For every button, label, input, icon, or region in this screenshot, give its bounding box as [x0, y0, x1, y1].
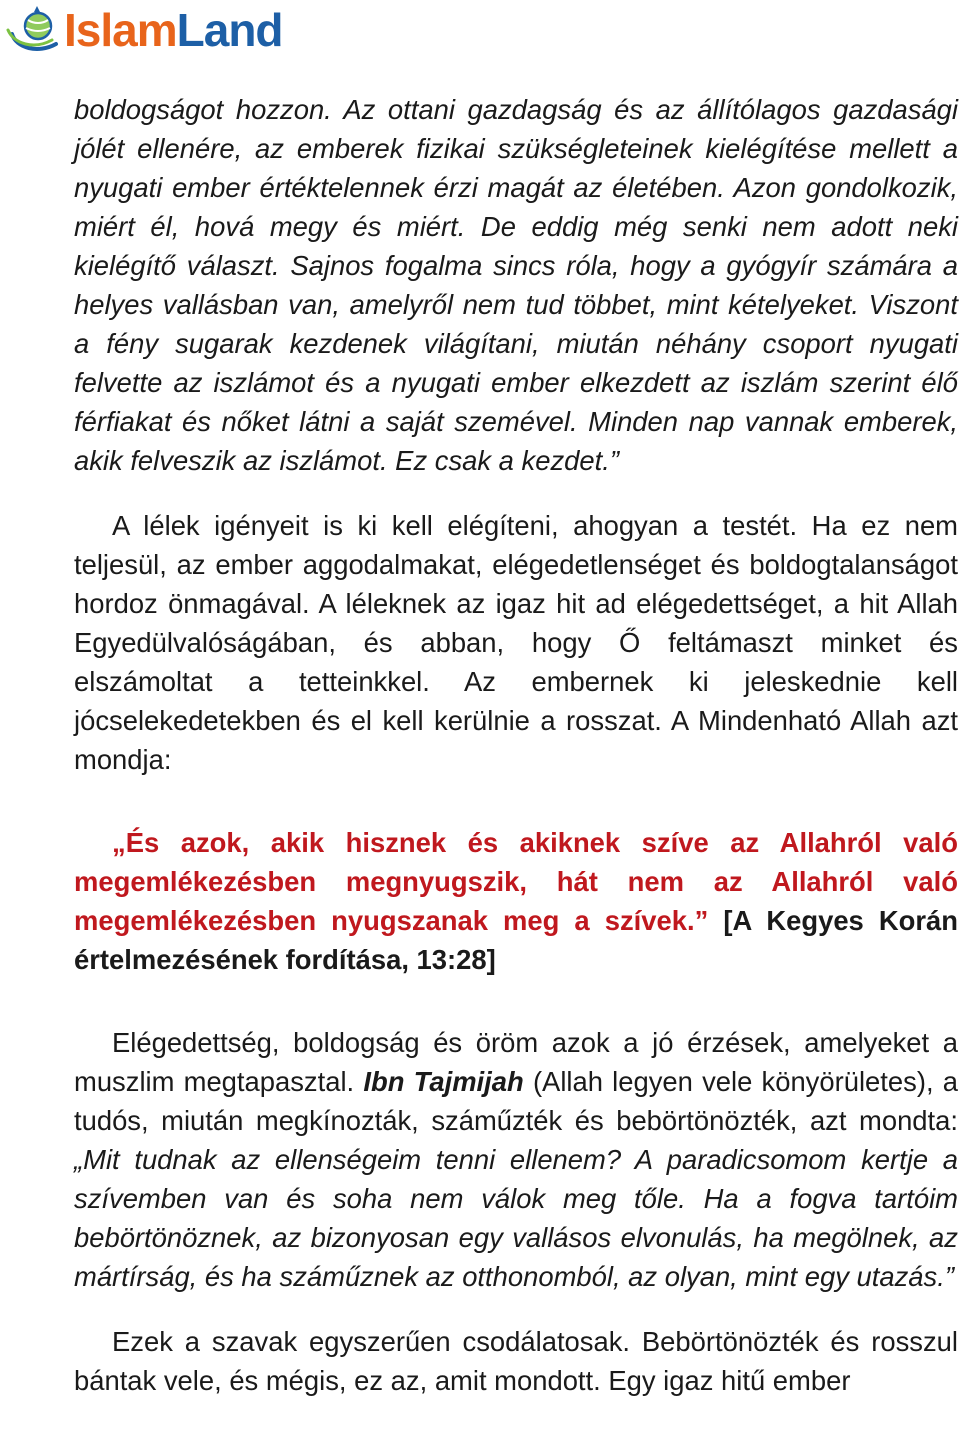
paragraph-continuation: boldogságot hozzon. Az ottani gazdagság és az állítólagos gazdasági jólét ellenére, az emberek fizikai szükségleteinek kielégítése mellett a nyugati ember értéktelennek érzi magát az életében. Azon gondolkozik, miért él, hová megy és miért. De eddig még senki nem adott neki kielégítő választ. Sajnos fogalma sincs róla, hogy a gyógyír számára a helyes vallásban van, amelyről nem tud többet, mint kételyeket. Viszont a fény sugarak kezdenek világítani, miután néhány csoport nyugati felvette az iszlámot és a nyugati ember elkezdett az iszlám szerint élő férfiakat és nőket látni a saját szemével. Minden nap vannak emberek, akik felveszik az iszlámot. Ez csak a kezdet.”: [74, 94, 958, 476]
paragraph-ibn-tajmijah: [74, 1023, 958, 1296]
quran-verse: „És azok, akik hisznek és akiknek szíve az Allahról való megemlékezésben megnyugszik, hát nem az Allahról való megemlékezésben nyugszanak meg a szívek.”: [74, 827, 958, 936]
quran-reference: [A Kegyes Korán értelmezésének fordítása, 13:28]: [74, 905, 958, 975]
paragraph-closing: Ezek a szavak egyszerűen csodálatosak. Bebörtönözték és rosszul bántak vele, és mégis, ez az, amit mondott. Egy igaz hitű ember: [74, 1326, 958, 1396]
article-body: [74, 90, 958, 1400]
paragraph-middle: (Allah legyen vele könyörületes), a tudós, miután megkínozták, száműzték és bebörtönözték, azt mondta:: [74, 1066, 958, 1136]
logo-word-land: Land: [176, 4, 283, 56]
logo-wordmark: [64, 4, 283, 56]
paragraph-soul-needs: A lélek igényeit is ki kell elégíteni, ahogyan a testét. Ha ez nem teljesül, az ember aggodalmakat, elégedetlenséget és boldogtalanságot hordoz önmagával. A léleknek az igaz hit ad elégedettséget, a hit Allah Egyedülvalóságában, és abban, hogy Ő feltámaszt minket és elszámoltat a tetteinkkel. Az embernek ki jeleskednie kell jócselekedetekben és el kell kerülnie a rosszat. A Mindenható Allah azt mondja:: [74, 510, 958, 775]
quran-quote-block: [74, 823, 958, 979]
paragraph-intro: Elégedettség, boldogság és öröm azok a jó érzések, amelyeket a muszlim megtapasztal.: [74, 1027, 958, 1097]
logo-word-islam: Islam: [64, 4, 177, 56]
scholar-name: Ibn Tajmijah: [363, 1066, 524, 1097]
site-logo: [4, 4, 283, 56]
globe-swoosh-icon: [4, 4, 66, 56]
scholar-quote: „Mit tudnak az ellenségeim tenni ellenem? A paradicsomom kertje a szívemben van és soha nem válok meg tőle. Ha a fogva tartóim bebörtönöznek, az bizonyosan egy vallásos elvonulás, ha megölnek, az mártírság, és ha száműznek az otthonomból, az olyan, mint egy utazás.”: [74, 1144, 958, 1292]
